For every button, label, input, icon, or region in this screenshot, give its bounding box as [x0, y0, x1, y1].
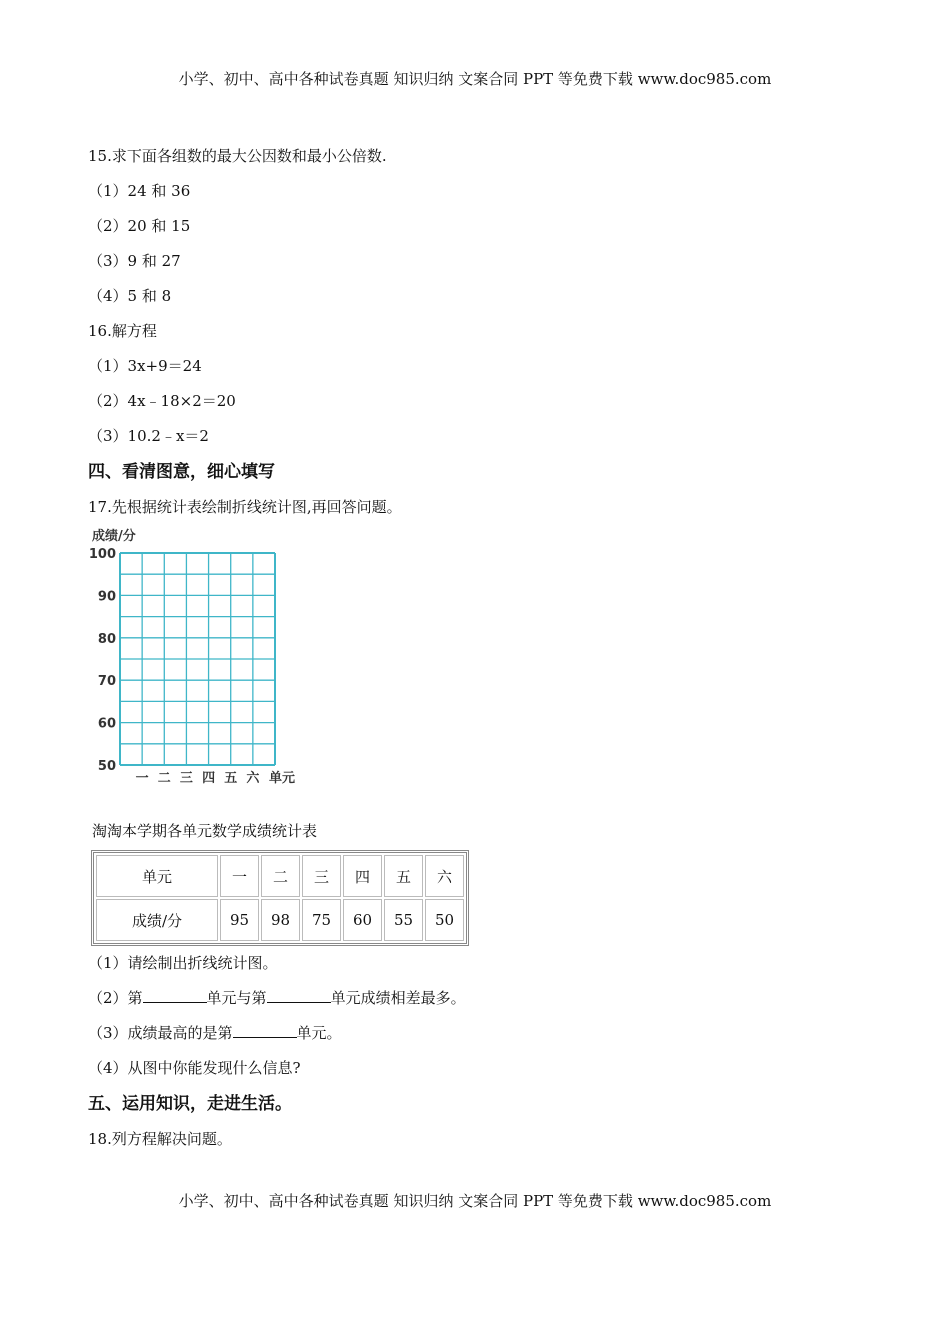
q17-sub-3-part-a: （3）成绩最高的是第 [88, 1024, 233, 1042]
table-row-scores [96, 899, 464, 941]
x-tick-label: 二 [157, 771, 171, 786]
x-tick-label: 一 [135, 771, 149, 786]
y-tick-label: 70 [97, 674, 116, 690]
section-5-heading: 五、运用知识，走进生活。 [88, 1094, 292, 1114]
answer-blank[interactable] [233, 1023, 297, 1038]
table-cell-score: 98 [261, 899, 300, 941]
q18-title: 18.列方程解决问题。 [88, 1130, 232, 1148]
line-chart-grid[interactable] [88, 522, 318, 790]
q17-sub-2 [88, 988, 466, 1008]
y-tick-label: 60 [97, 716, 116, 732]
table-cell-unit: 二 [261, 855, 300, 897]
section-4-heading: 四、看清图意，细心填写 [88, 462, 275, 482]
x-tick-label: 六 [246, 771, 260, 786]
q17-sub-3 [88, 1023, 342, 1043]
score-table [91, 850, 469, 946]
answer-blank[interactable] [267, 988, 331, 1003]
table-header-unit: 单元 [96, 855, 218, 897]
grid-lines [120, 553, 275, 765]
y-tick-label: 80 [97, 631, 116, 647]
q17-sub-4: （4）从图中你能发现什么信息? [88, 1059, 301, 1077]
q15-item-2: （2）20 和 15 [88, 217, 191, 235]
q15-item-1: （1）24 和 36 [88, 182, 191, 200]
y-axis-label: 成绩/分 [92, 529, 136, 544]
x-tick-label: 四 [202, 771, 216, 786]
q17-sub-2-part-b: 单元与第 [206, 989, 267, 1007]
q15-title: 15.求下面各组数的最大公因数和最小公倍数. [88, 147, 387, 165]
q17-title: 17.先根据统计表绘制折线统计图,再回答问题。 [88, 498, 402, 516]
table-cell-score: 60 [343, 899, 382, 941]
q15-item-3: （3）9 和 27 [88, 252, 181, 270]
q16-item-2: （2）4x﹣18×2＝20 [88, 392, 236, 410]
y-tick-label: 90 [97, 589, 116, 605]
q17-sub-1: （1）请绘制出折线统计图。 [88, 954, 278, 972]
table-cell-score: 95 [220, 899, 259, 941]
x-axis-label: 单元 [269, 771, 296, 786]
table-row-units [96, 855, 464, 897]
table-cell-unit: 四 [343, 855, 382, 897]
table-cell-unit: 一 [220, 855, 259, 897]
y-tick-label: 100 [88, 547, 116, 562]
table-cell-unit: 五 [384, 855, 423, 897]
page-footer: 小学、初中、高中各种试卷真题 知识归纳 文案合同 PPT 等免费下载 www.doc985.com [178, 1192, 772, 1210]
q15-item-4: （4）5 和 8 [88, 287, 172, 305]
q16-title: 16.解方程 [88, 322, 157, 340]
table-cell-score: 55 [384, 899, 423, 941]
y-tick-label: 50 [97, 759, 116, 774]
y-tick-labels [89, 547, 116, 774]
q17-sub-3-part-b: 单元。 [296, 1024, 342, 1042]
x-tick-labels [136, 770, 261, 786]
table-header-score: 成绩/分 [96, 899, 218, 941]
answer-blank[interactable] [143, 988, 207, 1003]
q16-item-3: （3）10.2﹣x＝2 [88, 427, 209, 445]
table-cell-score: 50 [425, 899, 464, 941]
page-header: 小学、初中、高中各种试卷真题 知识归纳 文案合同 PPT 等免费下载 www.doc985.com [178, 70, 772, 88]
q16-item-1: （1）3x+9＝24 [88, 357, 202, 375]
q17-sub-2-part-c: 单元成绩相差最多。 [330, 989, 466, 1007]
table-caption: 淘淘本学期各单元数学成绩统计表 [92, 822, 318, 840]
table-cell-score: 75 [302, 899, 341, 941]
table-cell-unit: 六 [425, 855, 464, 897]
x-tick-label: 三 [179, 771, 193, 786]
table-cell-unit: 三 [302, 855, 341, 897]
q17-sub-2-part-a: （2）第 [88, 989, 143, 1007]
x-tick-label: 五 [224, 771, 238, 786]
